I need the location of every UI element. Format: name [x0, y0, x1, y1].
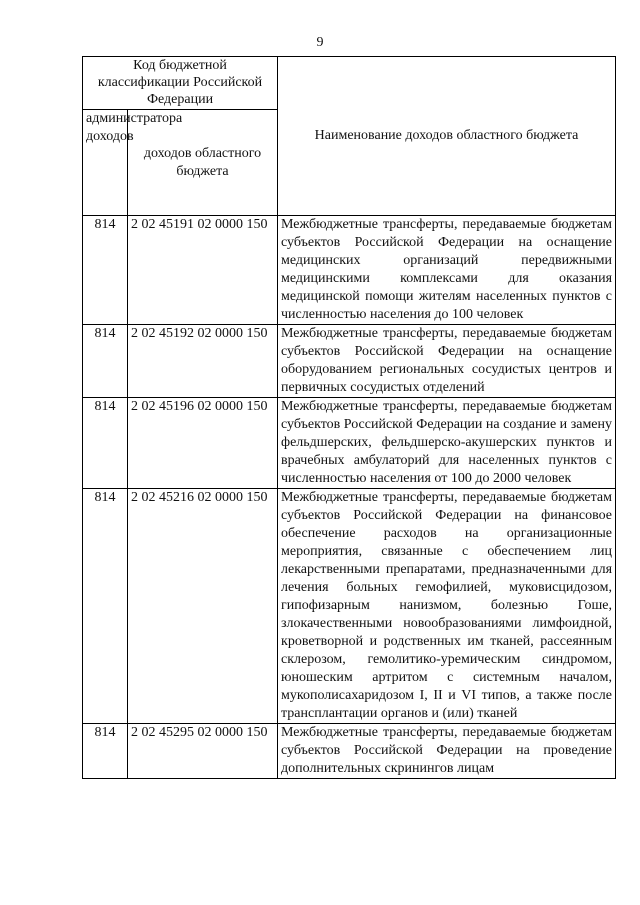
- admin-code-cell: 814: [83, 489, 128, 724]
- budget-code-cell: 2 02 45191 02 0000 150: [128, 216, 278, 325]
- income-name-cell: [278, 325, 616, 398]
- budget-classification-table: [82, 56, 616, 779]
- budget-code-cell: 2 02 45192 02 0000 150: [128, 325, 278, 398]
- budget-code-cell: 2 02 45216 02 0000 150: [128, 489, 278, 724]
- income-name-cell: [278, 489, 616, 724]
- admin-code-cell: 814: [83, 398, 128, 489]
- header-name-column: Наименование доходов областного бюджета: [278, 57, 616, 216]
- budget-code-cell: 2 02 45196 02 0000 150: [128, 398, 278, 489]
- income-name-cell: [278, 398, 616, 489]
- header-row-group: [83, 57, 616, 110]
- income-name-text: Межбюджетные трансферты, передаваемые бюджетам субъектов Российской Федерации на проведение дополнительных скринингов лицам: [281, 725, 613, 776]
- admin-code-cell: 814: [83, 216, 128, 325]
- budget-code-cell: 2 02 45295 02 0000 150: [128, 724, 278, 779]
- page-number: 9: [316, 35, 324, 50]
- income-name-cell: [278, 216, 616, 325]
- table-row: [83, 489, 616, 724]
- income-name-text: Межбюджетные трансферты, передаваемые бюджетам субъектов Российской Федерации на оснащение медицинских организаций передвижными медицинскими комплексами для оказания медицинской помощи жителям населенных пунктов с численностью населения до 100 человек: [281, 217, 613, 322]
- income-name-text: Межбюджетные трансферты, передаваемые бюджетам субъектов Российской Федерации на оснащение оборудованием региональных сосудистых центров и первичных сосудистых отделений: [281, 326, 613, 395]
- admin-code-cell: 814: [83, 325, 128, 398]
- header-admin-column: администратора доходов: [83, 110, 128, 216]
- table-row: [83, 216, 616, 325]
- income-name-text: Межбюджетные трансферты, передаваемые бюджетам субъектов Российской Федерации на создание и замену фельдшерских, фельдшерско-акушерских пунктов и врачебных амбулаторий для населенных пунктов с численностью населения от 100 до 2000 человек: [281, 399, 613, 486]
- header-income-column: доходов областного бюджета: [128, 110, 278, 216]
- income-name-cell: [278, 724, 616, 779]
- table-row: [83, 325, 616, 398]
- table-row: [83, 398, 616, 489]
- header-group-title: Код бюджетной классификации Российской Федерации: [83, 57, 278, 110]
- table-row: [83, 724, 616, 779]
- admin-code-cell: 814: [83, 724, 128, 779]
- income-name-text: Межбюджетные трансферты, передаваемые бюджетам субъектов Российской Федерации на финансовое обеспечение расходов на организационные мероприятия, связанные с обеспечением лиц лекарственными препаратами, предназначенными для лечения больных гемофилией, муковисцидозом, гипофизарным нанизмом, болезнью Гоше, злокачественными новообразованиями лимфоидной, кроветворной и родственных им тканей, рассеянным склерозом, гемолитико-уремическим синдромом, юношеским артритом с системным началом, мукополисахаридозом I, II и VI типов, а также после трансплантации органов и (или) тканей: [281, 490, 613, 721]
